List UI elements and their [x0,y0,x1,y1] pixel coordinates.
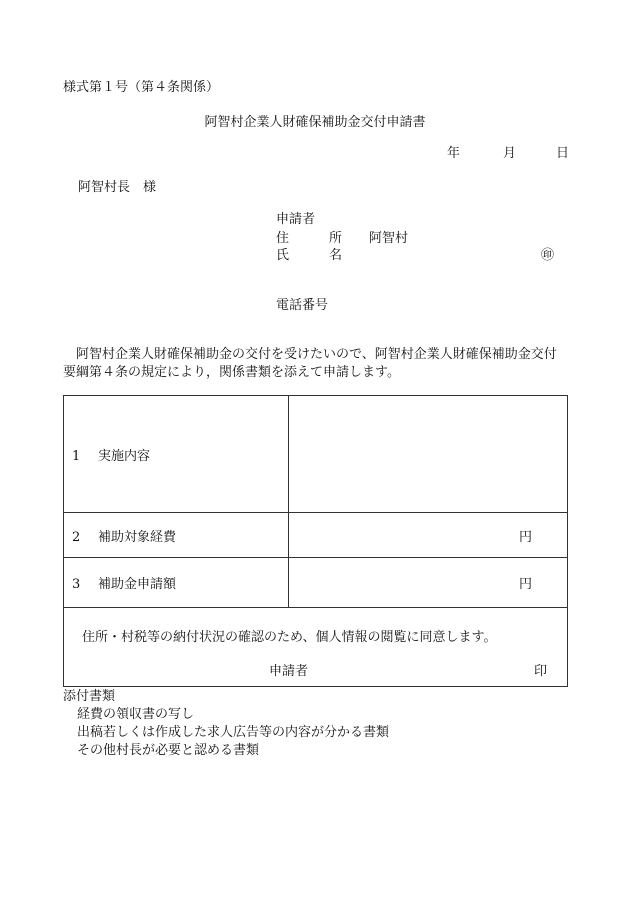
consent-seal: 印 [533,664,547,679]
consent-row [64,608,568,687]
date-year: 年 [447,146,461,161]
row-label-cell [64,513,289,558]
address-label-1: 住 [276,231,290,246]
name-label-2: 名 [329,248,343,263]
row-label-cell [64,558,289,608]
form-number: 様式第１号（第４条関係） [63,80,220,95]
row-label: 実施内容 [98,448,151,464]
row-label: 補助対象経費 [98,529,177,545]
implementation-content-field[interactable] [289,396,568,513]
row-number: 3 [72,577,81,592]
name-label-1: 氏 [276,248,290,263]
table-row [64,513,568,558]
body-paragraph: 阿智村企業人財確保補助金の交付を受けたいので、阿智村企業人財確保補助金交付要綱第４条の規定により，関係書類を添えて申請します。 [63,347,557,380]
phone-label: 電話番号 [276,298,329,313]
attachment-item: 出稿若しくは作成した求人広告等の内容が分かる書類 [77,725,390,740]
eligible-expense-field[interactable] [289,513,568,558]
seal-mark: ㊞ [541,248,555,263]
attachments [63,688,389,760]
yen-unit: 円 [518,577,532,592]
row-label: 補助金申請額 [98,577,177,592]
yen-unit: 円 [518,529,532,545]
consent-text: 住所・村税等の納付状況の確認のため、個人情報の閲覧に同意します。 [82,630,497,645]
row-label-cell [64,396,289,513]
attachment-item: その他村長が必要と認める書類 [77,743,260,758]
attachments-heading: 添付書類 [63,689,116,704]
consent-cell [64,608,568,687]
subsidy-amount-field[interactable] [289,558,568,608]
addressee: 阿智村長 様 [78,180,157,195]
attachment-item: 経費の領収書の写し [77,707,195,722]
date-day: 日 [556,146,570,161]
table-row [64,558,568,608]
address-value: 阿智村 [369,231,409,246]
table-row [64,396,568,513]
address-label-2: 所 [329,231,343,246]
row-number: 2 [72,529,81,545]
document-title: 阿智村企業人財確保補助金交付申請書 [204,115,426,130]
consent-applicant-label: 申請者 [269,664,309,679]
applicant-heading: 申請者 [276,212,316,227]
application-table [63,395,568,687]
row-number: 1 [72,448,81,464]
date-month: 月 [503,146,517,161]
